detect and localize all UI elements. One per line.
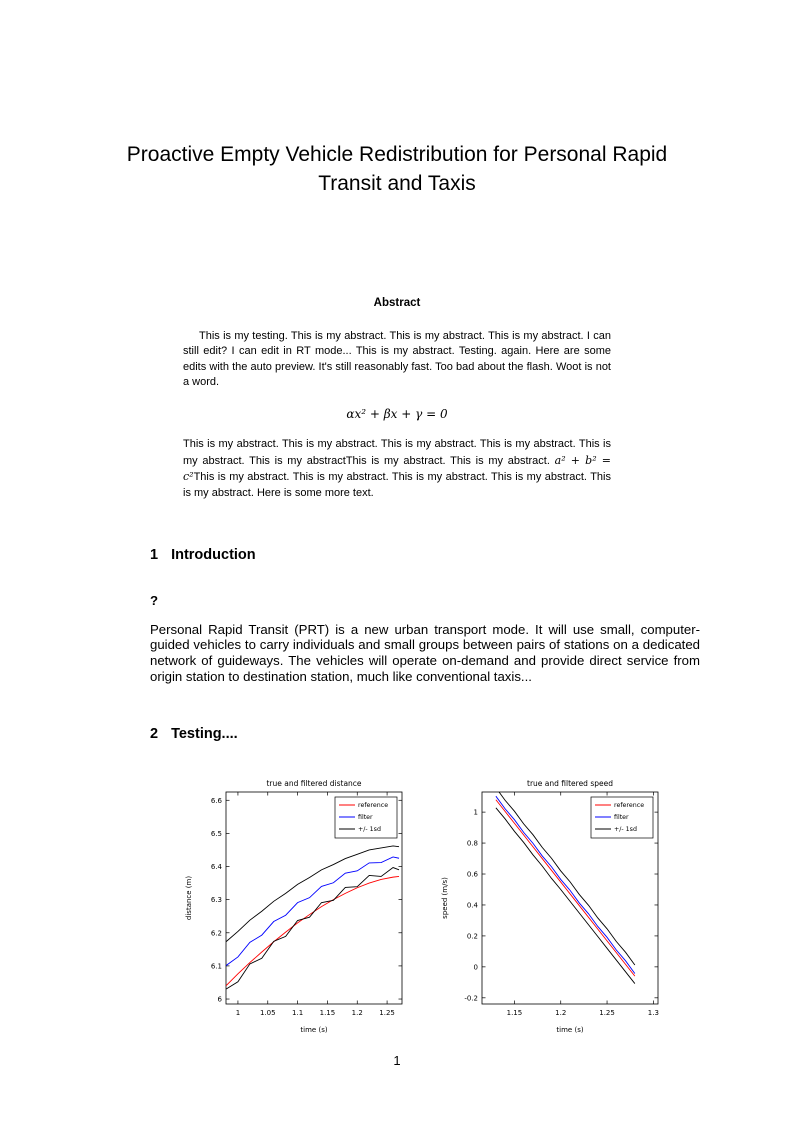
svg-text:reference: reference xyxy=(358,802,389,810)
svg-text:1.2: 1.2 xyxy=(555,1009,567,1018)
main-content xyxy=(150,547,700,1036)
section-1-heading xyxy=(150,547,700,563)
svg-text:6.1: 6.1 xyxy=(210,962,222,971)
svg-text:1: 1 xyxy=(473,808,478,817)
figure-speed-plot xyxy=(438,778,668,1036)
figure-distance-plot xyxy=(182,778,412,1036)
svg-text:1.25: 1.25 xyxy=(599,1009,615,1018)
inline-math: a² + b² = c² xyxy=(183,453,612,484)
svg-text:-0.2: -0.2 xyxy=(464,994,478,1003)
svg-text:0.4: 0.4 xyxy=(466,901,478,910)
abstract-section xyxy=(183,297,611,501)
svg-text:1.2: 1.2 xyxy=(351,1009,363,1018)
svg-text:reference: reference xyxy=(614,802,645,810)
svg-text:1.25: 1.25 xyxy=(379,1009,395,1018)
figure-row xyxy=(150,778,700,1036)
abstract-paragraph-2-text-after: This is my abstract. This is my abstract. This is my abstract. This is my abstract. This is my abstract. Here is some more text. xyxy=(183,471,611,499)
section-1-title: Introduction xyxy=(171,546,256,563)
svg-text:speed (m/s): speed (m/s) xyxy=(441,877,449,920)
abstract-paragraph-1: This is my testing. This is my abstract. This is my abstract. This is my abstract. I can still edit? I can edit in RT mode... This is my abstract. Testing. again. Here are some edits with the auto preview. It's still reasonably fast. Too bad about the flash. Woot is not a word. xyxy=(183,329,611,388)
svg-text:distance (m): distance (m) xyxy=(185,876,193,921)
svg-text:true and filtered speed: true and filtered speed xyxy=(527,779,613,789)
section-2-heading xyxy=(150,726,700,742)
svg-text:1.15: 1.15 xyxy=(506,1009,523,1018)
intro-paragraph: Personal Rapid Transit (PRT) is a new urban transport mode. It will use small, computer-guided vehicles to carry individuals and small groups between pairs of stations on a dedicated network of guideways. The vehicles will operate on-demand and provide direct service from origin station to destination station, much like conventional taxis... xyxy=(150,621,700,684)
page-number: 1 xyxy=(393,1053,401,1068)
svg-text:1.1: 1.1 xyxy=(292,1009,304,1018)
abstract-paragraph-2-text: This is my abstract. This is my abstract. This is my abstract. This is my abstract. This is my abstract. This is my abstractThis is my abstract. This is my abstract. xyxy=(183,438,611,467)
svg-text:0.6: 0.6 xyxy=(466,870,478,879)
svg-text:filter: filter xyxy=(358,814,373,822)
svg-text:6.4: 6.4 xyxy=(210,863,222,872)
svg-text:0.8: 0.8 xyxy=(466,839,478,848)
abstract-paragraph-2 xyxy=(183,437,611,501)
section-2-number: 2 xyxy=(150,726,159,743)
svg-text:1: 1 xyxy=(235,1009,241,1018)
svg-text:+/- 1sd: +/- 1sd xyxy=(358,826,381,834)
svg-text:6.6: 6.6 xyxy=(210,797,222,805)
svg-text:+/- 1sd: +/- 1sd xyxy=(614,826,637,834)
svg-text:filter: filter xyxy=(614,814,629,822)
section-2-title: Testing.... xyxy=(171,726,238,743)
svg-text:6.2: 6.2 xyxy=(210,929,222,938)
svg-text:6.5: 6.5 xyxy=(210,830,222,839)
question-paragraph: ? xyxy=(150,592,159,608)
abstract-heading: Abstract xyxy=(373,296,421,309)
svg-text:6: 6 xyxy=(217,995,222,1004)
svg-text:time (s): time (s) xyxy=(300,1026,328,1035)
svg-text:0.2: 0.2 xyxy=(466,932,478,941)
svg-text:1.3: 1.3 xyxy=(647,1009,659,1018)
svg-text:0: 0 xyxy=(473,963,478,972)
paper-title: Proactive Empty Vehicle Redistribution for Personal Rapid Transit and Taxis xyxy=(126,143,668,196)
svg-text:6.3: 6.3 xyxy=(210,896,222,905)
svg-text:1.15: 1.15 xyxy=(319,1009,336,1018)
display-equation: αx² + βx + γ = 0 xyxy=(346,407,448,422)
svg-text:true and filtered distance: true and filtered distance xyxy=(266,779,362,789)
chart-svg xyxy=(182,778,412,1036)
svg-text:1.05: 1.05 xyxy=(259,1009,276,1018)
section-1-number: 1 xyxy=(150,546,159,563)
chart-svg xyxy=(438,778,668,1036)
svg-text:time (s): time (s) xyxy=(556,1026,584,1035)
